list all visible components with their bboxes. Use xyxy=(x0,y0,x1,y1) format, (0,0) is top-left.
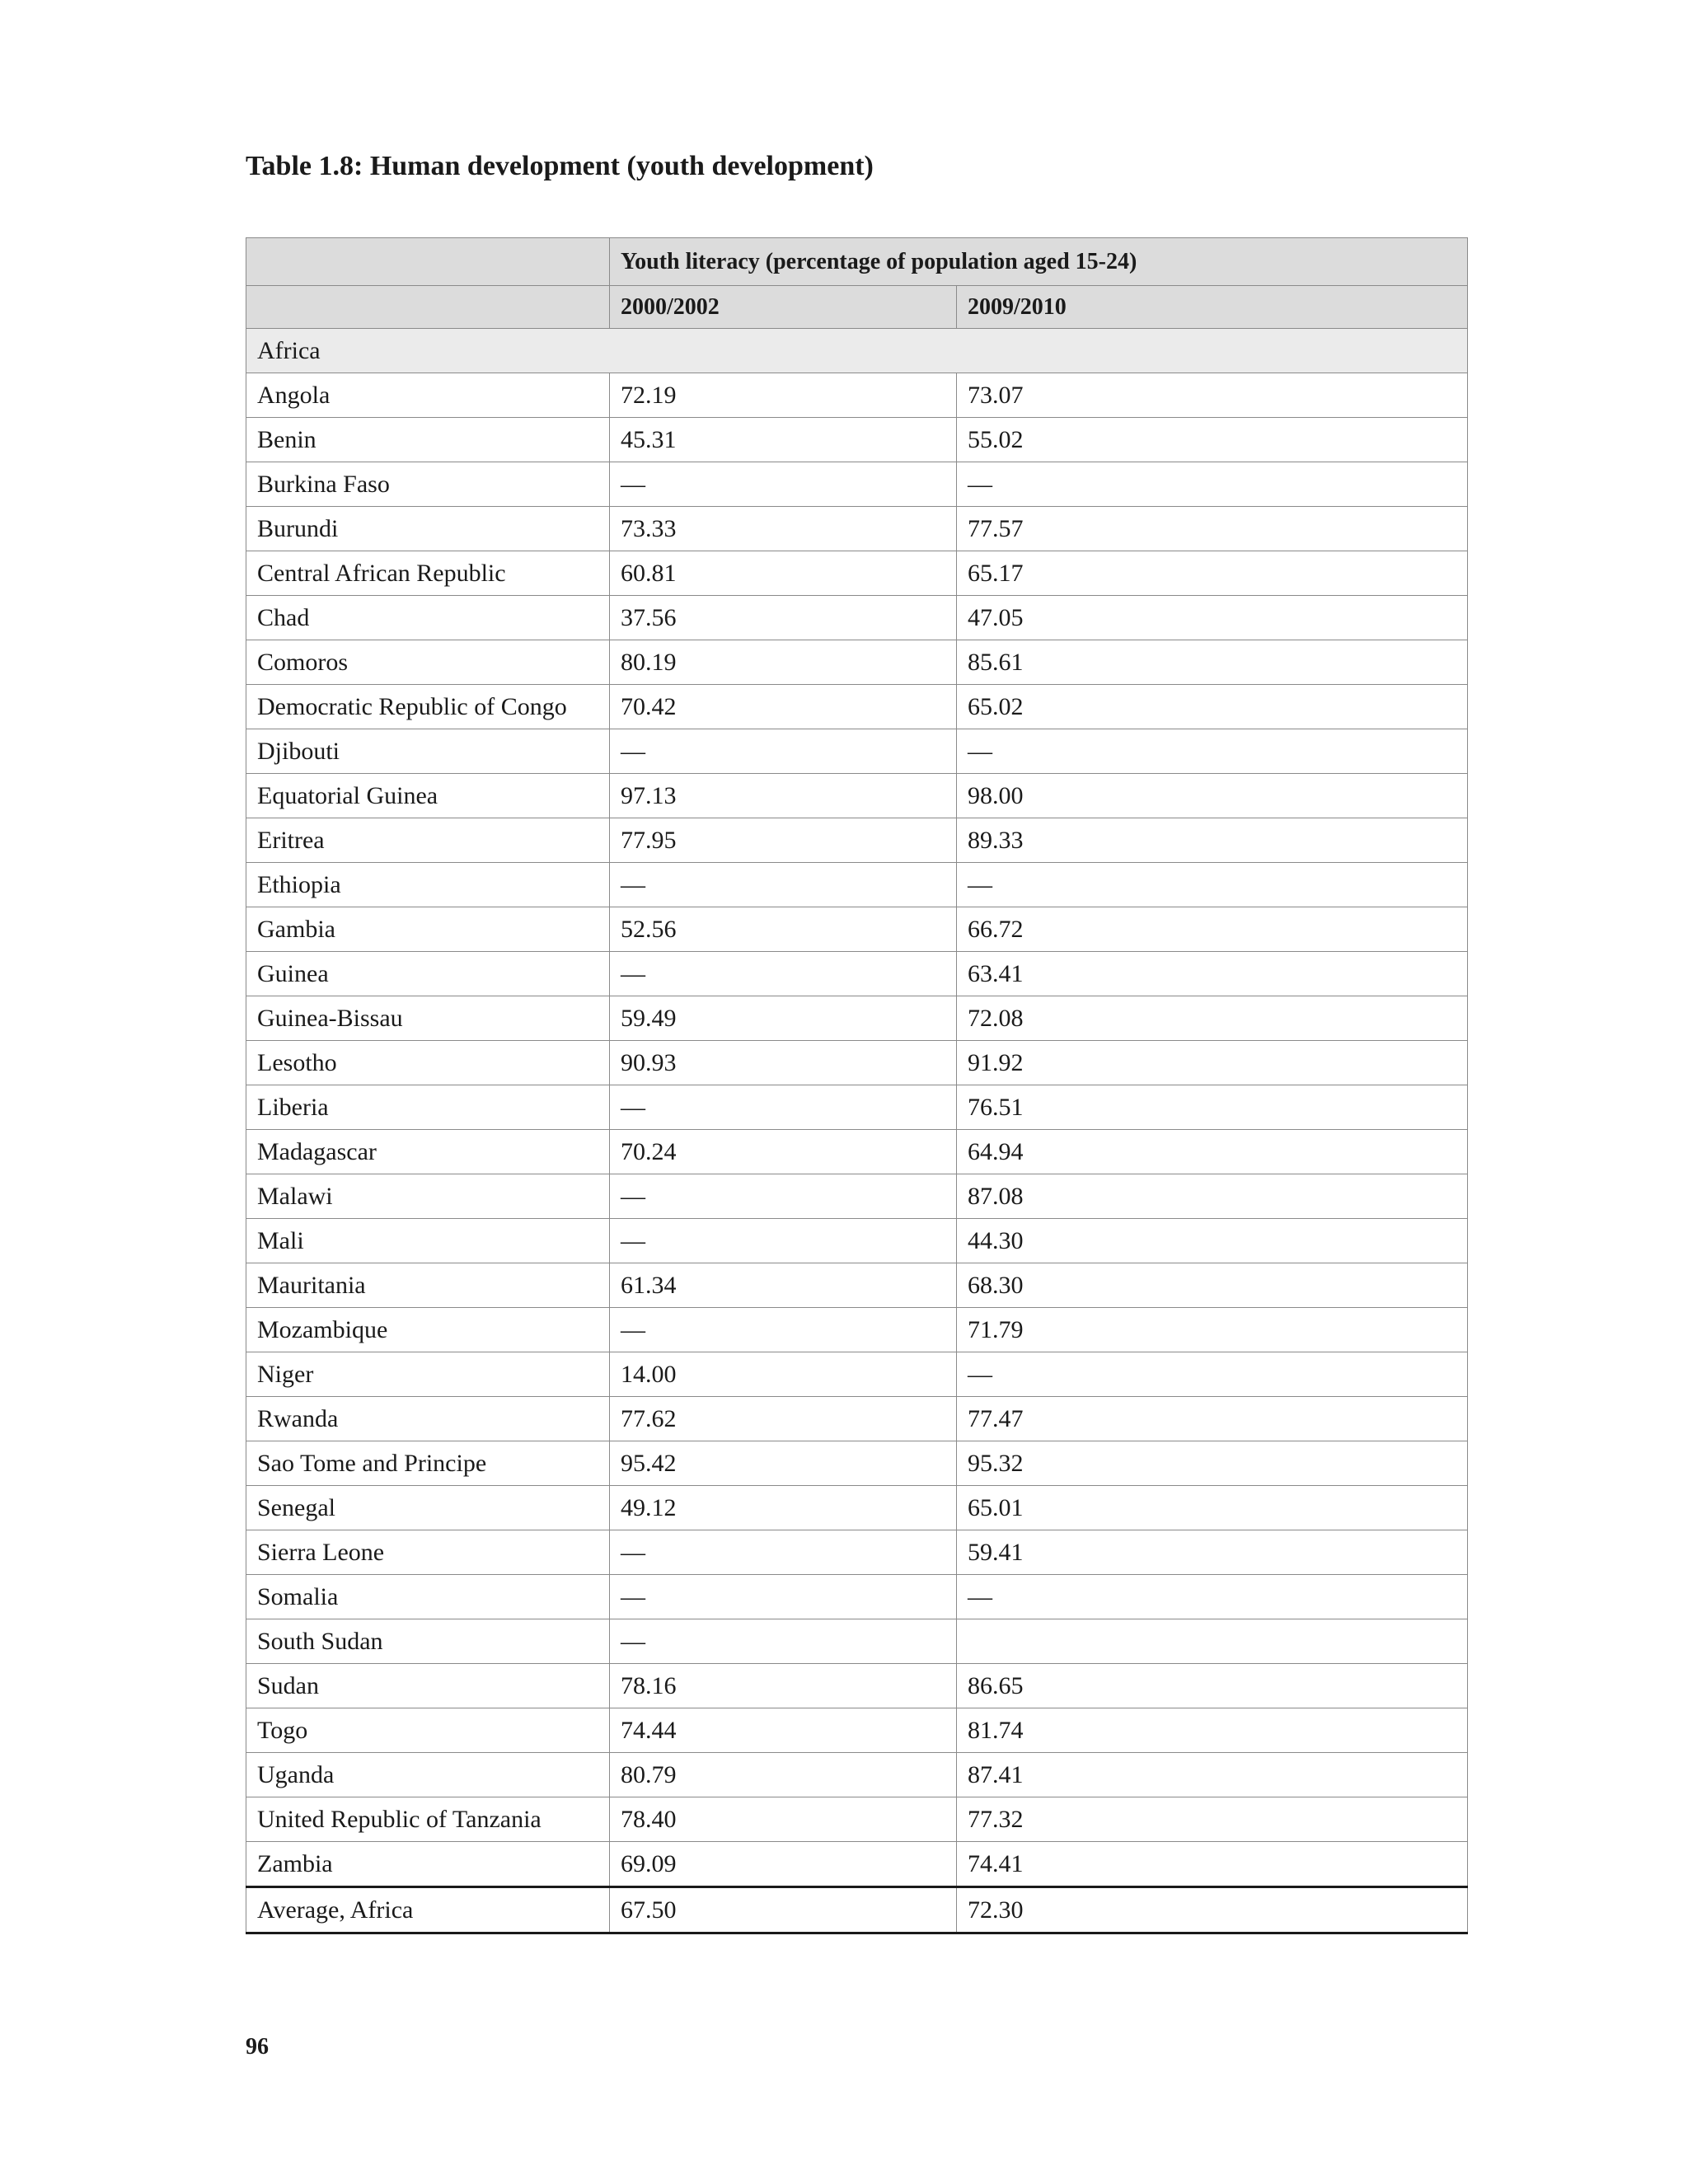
value-2009-2010-cell: 72.30 xyxy=(957,1887,1468,1933)
table-row xyxy=(246,1041,1468,1085)
country-cell: Comoros xyxy=(246,640,610,685)
country-cell: Benin xyxy=(246,418,610,462)
table-row xyxy=(246,418,1468,462)
value-2009-2010-cell: 73.07 xyxy=(957,373,1468,418)
country-cell: Angola xyxy=(246,373,610,418)
value-2009-2010-cell: 65.01 xyxy=(957,1486,1468,1530)
value-2009-2010-cell: 81.74 xyxy=(957,1708,1468,1753)
value-2009-2010-cell: 76.51 xyxy=(957,1085,1468,1130)
country-cell: Zambia xyxy=(246,1842,610,1887)
header-empty-cell xyxy=(246,286,610,329)
value-2000-2002-cell: — xyxy=(610,1308,957,1352)
table-row xyxy=(246,596,1468,640)
value-2009-2010-cell: 91.92 xyxy=(957,1041,1468,1085)
country-cell: United Republic of Tanzania xyxy=(246,1797,610,1842)
value-2009-2010-cell: 65.02 xyxy=(957,685,1468,729)
table-row xyxy=(246,907,1468,952)
country-cell: Guinea xyxy=(246,952,610,996)
value-2000-2002-cell: 74.44 xyxy=(610,1708,957,1753)
table-row xyxy=(246,774,1468,818)
country-cell: Djibouti xyxy=(246,729,610,774)
value-2000-2002-cell: 37.56 xyxy=(610,596,957,640)
value-2009-2010-cell xyxy=(957,1619,1468,1664)
country-cell: Togo xyxy=(246,1708,610,1753)
table-row xyxy=(246,1797,1468,1842)
value-2000-2002-cell: 52.56 xyxy=(610,907,957,952)
table-row xyxy=(246,462,1468,507)
table-row xyxy=(246,1263,1468,1308)
country-cell: Rwanda xyxy=(246,1397,610,1441)
region-row-africa xyxy=(246,329,1468,373)
value-2009-2010-cell: 44.30 xyxy=(957,1219,1468,1263)
value-2000-2002-cell: 77.62 xyxy=(610,1397,957,1441)
table-row xyxy=(246,1708,1468,1753)
table-row xyxy=(246,1753,1468,1797)
table-row xyxy=(246,1575,1468,1619)
value-2009-2010-cell: 66.72 xyxy=(957,907,1468,952)
value-2009-2010-cell: 87.08 xyxy=(957,1174,1468,1219)
country-cell: Average, Africa xyxy=(246,1887,610,1933)
country-cell: Madagascar xyxy=(246,1130,610,1174)
country-cell: Chad xyxy=(246,596,610,640)
value-2009-2010-cell: 64.94 xyxy=(957,1130,1468,1174)
value-2000-2002-cell: 80.19 xyxy=(610,640,957,685)
value-2000-2002-cell: — xyxy=(610,1575,957,1619)
group-header-youth-literacy: Youth literacy (percentage of population aged 15-24) xyxy=(610,238,1468,286)
youth-literacy-table xyxy=(246,237,1468,1934)
value-2000-2002-cell: 70.42 xyxy=(610,685,957,729)
country-cell: Malawi xyxy=(246,1174,610,1219)
table-row xyxy=(246,1397,1468,1441)
value-2009-2010-cell: 65.17 xyxy=(957,551,1468,596)
table-row xyxy=(246,1085,1468,1130)
value-2000-2002-cell: 69.09 xyxy=(610,1842,957,1887)
table-row xyxy=(246,996,1468,1041)
table-row xyxy=(246,1619,1468,1664)
table-row xyxy=(246,1352,1468,1397)
value-2000-2002-cell: 95.42 xyxy=(610,1441,957,1486)
country-cell: Somalia xyxy=(246,1575,610,1619)
country-cell: Mali xyxy=(246,1219,610,1263)
header-empty-cell xyxy=(246,238,610,286)
value-2000-2002-cell: 70.24 xyxy=(610,1130,957,1174)
value-2000-2002-cell: — xyxy=(610,1219,957,1263)
table-row xyxy=(246,507,1468,551)
value-2000-2002-cell: — xyxy=(610,1174,957,1219)
country-cell: Sudan xyxy=(246,1664,610,1708)
value-2009-2010-cell: 71.79 xyxy=(957,1308,1468,1352)
value-2000-2002-cell: 14.00 xyxy=(610,1352,957,1397)
value-2000-2002-cell: 45.31 xyxy=(610,418,957,462)
table-column-header-row xyxy=(246,286,1468,329)
value-2009-2010-cell: 72.08 xyxy=(957,996,1468,1041)
value-2000-2002-cell: 73.33 xyxy=(610,507,957,551)
value-2000-2002-cell: 72.19 xyxy=(610,373,957,418)
country-cell: Guinea-Bissau xyxy=(246,996,610,1041)
value-2009-2010-cell: 47.05 xyxy=(957,596,1468,640)
country-cell: Uganda xyxy=(246,1753,610,1797)
table-group-header-row xyxy=(246,238,1468,286)
country-cell: Ethiopia xyxy=(246,863,610,907)
table-body xyxy=(246,329,1468,1933)
value-2009-2010-cell: 74.41 xyxy=(957,1842,1468,1887)
table-row xyxy=(246,551,1468,596)
country-cell: Burkina Faso xyxy=(246,462,610,507)
table-row xyxy=(246,863,1468,907)
country-cell: Central African Republic xyxy=(246,551,610,596)
country-cell: Sao Tome and Principe xyxy=(246,1441,610,1486)
value-2000-2002-cell: 67.50 xyxy=(610,1887,957,1933)
value-2000-2002-cell: — xyxy=(610,1530,957,1575)
page-title: Table 1.8: Human development (youth development) xyxy=(246,151,874,181)
value-2000-2002-cell: 59.49 xyxy=(610,996,957,1041)
page-number: 96 xyxy=(246,2034,269,2060)
value-2009-2010-cell: — xyxy=(957,462,1468,507)
value-2000-2002-cell: 60.81 xyxy=(610,551,957,596)
value-2000-2002-cell: 78.40 xyxy=(610,1797,957,1842)
region-label: Africa xyxy=(246,329,1468,373)
country-cell: Sierra Leone xyxy=(246,1530,610,1575)
value-2009-2010-cell: 86.65 xyxy=(957,1664,1468,1708)
table-row xyxy=(246,1664,1468,1708)
value-2009-2010-cell: 55.02 xyxy=(957,418,1468,462)
country-cell: Mozambique xyxy=(246,1308,610,1352)
table-row xyxy=(246,1174,1468,1219)
value-2009-2010-cell: 77.32 xyxy=(957,1797,1468,1842)
country-cell: Burundi xyxy=(246,507,610,551)
value-2000-2002-cell: 49.12 xyxy=(610,1486,957,1530)
table-row xyxy=(246,1130,1468,1174)
table-row xyxy=(246,640,1468,685)
column-header-2009-2010: 2009/2010 xyxy=(957,286,1468,329)
column-header-2000-2002: 2000/2002 xyxy=(610,286,957,329)
country-cell: Niger xyxy=(246,1352,610,1397)
table-row xyxy=(246,1842,1468,1887)
value-2009-2010-cell: 85.61 xyxy=(957,640,1468,685)
country-cell: Democratic Republic of Congo xyxy=(246,685,610,729)
table-row xyxy=(246,1486,1468,1530)
value-2000-2002-cell: 78.16 xyxy=(610,1664,957,1708)
country-cell: Equatorial Guinea xyxy=(246,774,610,818)
table-row xyxy=(246,373,1468,418)
value-2000-2002-cell: 97.13 xyxy=(610,774,957,818)
country-cell: Eritrea xyxy=(246,818,610,863)
value-2009-2010-cell: — xyxy=(957,1575,1468,1619)
value-2009-2010-cell: — xyxy=(957,729,1468,774)
table-row xyxy=(246,952,1468,996)
country-cell: South Sudan xyxy=(246,1619,610,1664)
value-2000-2002-cell: 77.95 xyxy=(610,818,957,863)
value-2000-2002-cell: 80.79 xyxy=(610,1753,957,1797)
value-2009-2010-cell: — xyxy=(957,1352,1468,1397)
value-2009-2010-cell: 77.57 xyxy=(957,507,1468,551)
table-row xyxy=(246,818,1468,863)
value-2009-2010-cell: 87.41 xyxy=(957,1753,1468,1797)
country-cell: Lesotho xyxy=(246,1041,610,1085)
value-2009-2010-cell: 95.32 xyxy=(957,1441,1468,1486)
table-row xyxy=(246,1530,1468,1575)
value-2009-2010-cell: 98.00 xyxy=(957,774,1468,818)
youth-literacy-table-container xyxy=(246,237,1467,1934)
average-row xyxy=(246,1887,1468,1933)
value-2009-2010-cell: 68.30 xyxy=(957,1263,1468,1308)
value-2000-2002-cell: — xyxy=(610,729,957,774)
value-2000-2002-cell: — xyxy=(610,1085,957,1130)
table-row xyxy=(246,729,1468,774)
value-2000-2002-cell: 90.93 xyxy=(610,1041,957,1085)
country-cell: Liberia xyxy=(246,1085,610,1130)
table-row xyxy=(246,1219,1468,1263)
value-2009-2010-cell: 89.33 xyxy=(957,818,1468,863)
value-2000-2002-cell: — xyxy=(610,1619,957,1664)
value-2000-2002-cell: — xyxy=(610,952,957,996)
value-2009-2010-cell: — xyxy=(957,863,1468,907)
value-2009-2010-cell: 59.41 xyxy=(957,1530,1468,1575)
table-row xyxy=(246,685,1468,729)
country-cell: Mauritania xyxy=(246,1263,610,1308)
value-2000-2002-cell: — xyxy=(610,462,957,507)
table-row xyxy=(246,1441,1468,1486)
country-cell: Senegal xyxy=(246,1486,610,1530)
value-2000-2002-cell: 61.34 xyxy=(610,1263,957,1308)
value-2009-2010-cell: 63.41 xyxy=(957,952,1468,996)
value-2009-2010-cell: 77.47 xyxy=(957,1397,1468,1441)
country-cell: Gambia xyxy=(246,907,610,952)
table-row xyxy=(246,1308,1468,1352)
value-2000-2002-cell: — xyxy=(610,863,957,907)
